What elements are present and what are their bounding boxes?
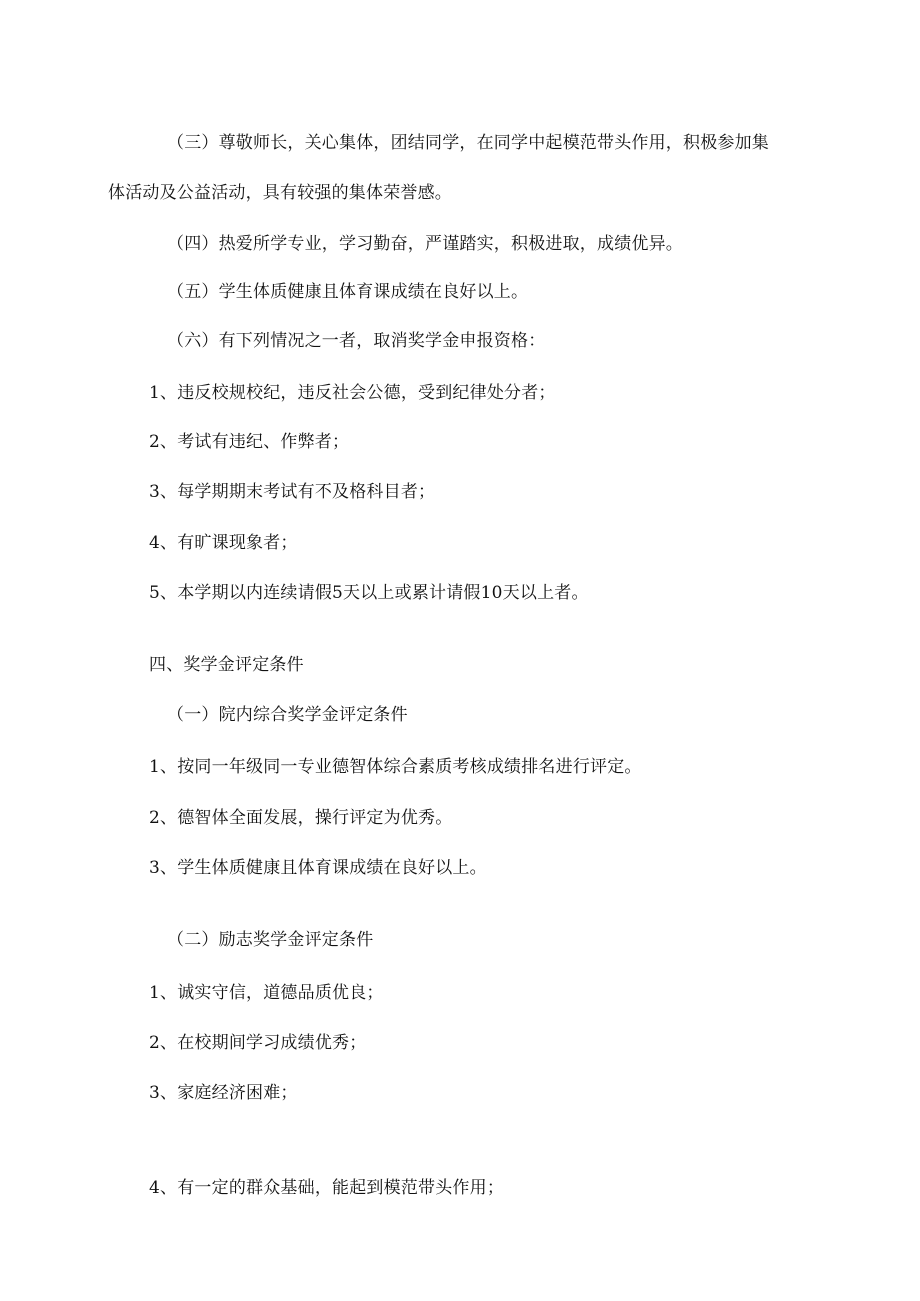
list-item-comprehensive-2: 2、德智体全面发展，操行评定为优秀。 [149, 808, 453, 828]
list-item-disqualify-1: 1、违反校规校纪，违反社会公德，受到纪律处分者； [149, 383, 556, 403]
paragraph-criterion-5: （五）学生体质健康且体育课成绩在良好以上。 [167, 282, 529, 302]
list-item-inspirational-3: 3、家庭经济困难； [149, 1083, 298, 1103]
subsection-heading-2: （二）励志奖学金评定条件 [167, 930, 374, 950]
list-item-comprehensive-3: 3、学生体质健康且体育课成绩在良好以上。 [149, 858, 487, 878]
list-item-disqualify-3: 3、每学期期末考试有不及格科目者； [149, 482, 436, 502]
paragraph-criterion-4: （四）热爱所学专业，学习勤奋，严谨踏实，积极进取，成绩优异。 [167, 234, 683, 254]
list-item-inspirational-1: 1、诚实守信，道德品质优良； [149, 983, 384, 1003]
section-heading-4: 四、奖学金评定条件 [149, 655, 304, 675]
subsection-heading-1: （一）院内综合奖学金评定条件 [167, 705, 408, 725]
list-item-disqualify-5: 5、本学期以内连续请假5天以上或累计请假10天以上者。 [149, 583, 589, 603]
paragraph-criterion-6: （六）有下列情况之一者，取消奖学金申报资格： [167, 331, 546, 351]
list-item-disqualify-4: 4、有旷课现象者； [149, 533, 298, 553]
paragraph-criterion-3-line-1: （三）尊敬师长，关心集体，团结同学，在同学中起模范带头作用，积极参加集 [167, 133, 769, 153]
list-item-disqualify-2: 2、考试有违纪、作弊者； [149, 432, 350, 452]
list-item-comprehensive-1: 1、按同一年级同一专业德智体综合素质考核成绩排名进行评定。 [149, 757, 642, 777]
list-item-inspirational-4: 4、有一定的群众基础，能起到模范带头作用； [149, 1178, 505, 1198]
paragraph-criterion-3-line-2: 体活动及公益活动，具有较强的集体荣誉感。 [108, 183, 452, 203]
list-item-inspirational-2: 2、在校期间学习成绩优秀； [149, 1033, 367, 1053]
